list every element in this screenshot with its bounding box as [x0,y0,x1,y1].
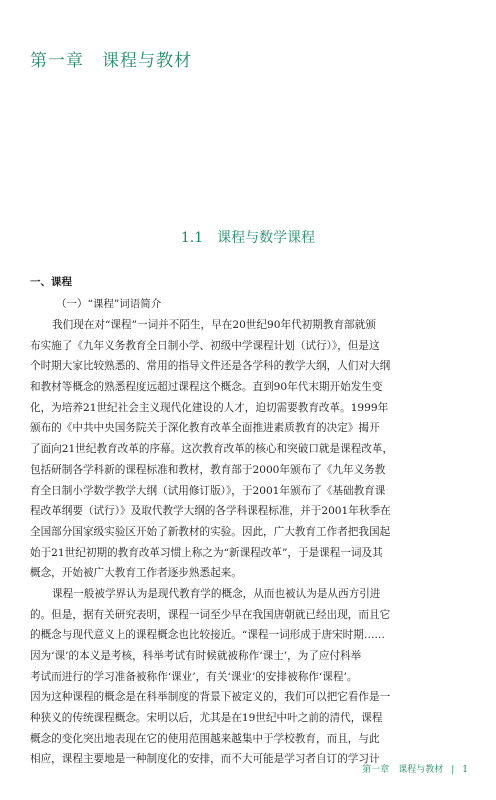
heading-level-1: 一、课程 [30,276,72,288]
footer-chapter: 第一章 课程与教材 [362,765,444,775]
page-number: 1 [462,765,468,775]
text-line: 程改革纲要（试行）》及取代教学大纲的各学科课程标准，并于2001年秋季在 [30,505,391,518]
text-line: 包括研制各学科新的课程标准和教材，教育部于2000年颁布了《九年义务教 [30,463,386,476]
text-line: 考试而进行的学习准备被称作‘课业’，有关‘课业’的安排被称作‘课程’。 [30,670,358,683]
text-line: 相应，课程主要地是一种制度化的安排，而不大可能是学习者自订的学习计 [30,753,380,766]
page-footer [0,762,468,775]
text-line: 种狭义的传统课程概念。宋明以后，尤其是在19世纪中叶之前的清代，课程 [30,712,383,725]
text-line: 概念的变化突出地表现在它的使用范围越来越集中于学校教育，而且，与此 [30,732,380,745]
text-line: 我们现在对“课程”一词并不陌生，早在20世纪90年代初期教育部就颁 [52,319,376,331]
text-line: 育全日制小学数学教学大纲（试用修订版）》，于2001年颁布了《基础教育课 [30,484,386,497]
heading-level-2: （一）“课程”词语简介 [56,298,162,310]
text-line: 因为‘课’的本义是考核，科举考试有时候就被称作‘课士’，为了应付科举 [30,650,362,662]
text-line: 和教材等概念的熟悉程度远超过课程这个概念。直到90年代末期开始发生变 [30,381,383,394]
text-line: 因为这种课程的概念是在科举制度的背景下被定义的，我们可以把它看作是一 [30,691,391,704]
chapter-title: 第一章 课程与教材 [30,51,192,71]
text-line: 颁布的《中共中央国务院关于深化教育改革全面推进素质教育的决定》揭开 [30,422,380,435]
text-line: 概念，开始被广大教育工作者逐步熟悉起来。 [30,567,242,580]
section-title: 1.1 课程与数学课程 [180,230,316,246]
text-line: 化，为培养21世纪社会主义现代化建设的人才，迫切需要教育改革。1999年 [30,401,389,414]
text-line: 的概念与现代意义上的课程概念也比较接近。“课程一词形成于唐宋时期…… [30,629,386,642]
text-line: 全国部分国家级实验区开始了新教材的实验。因此，广大教育工作者把我国起 [30,525,391,538]
body-text [30,315,470,770]
text-line: 课程一般被学界认为是现代教育学的概念，从而也被认为是从西方引进 [52,587,381,600]
footer-separator: | [451,765,455,775]
text-line: 了面向21世纪教育改革的序幕。这次教育改革的核心和突破口就是课程改革， [30,443,394,456]
text-line: 的。但是，据有关研究表明，课程一词至少早在我国唐朝就已经出现，而且它 [30,608,391,621]
text-line: 始于21世纪初期的教育改革习惯上称之为“新课程改革”，于是课程一词及其 [30,546,383,559]
text-line: 布实施了《九年义务教育全日制小学、初级中学课程计划（试行）》，但是这 [30,339,380,352]
text-line: 个时期大家比较熟悉的、常用的指导文件还是各学科的教学大纲，人们对大纲 [30,360,391,373]
